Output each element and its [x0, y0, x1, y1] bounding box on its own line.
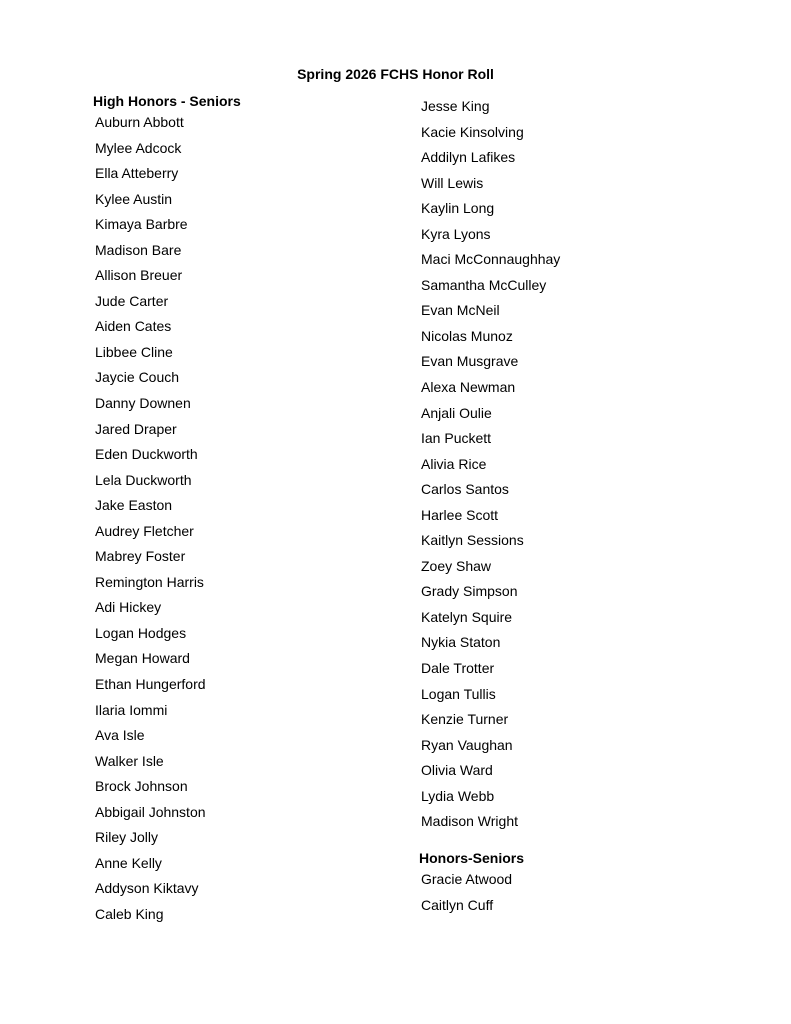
- list-item: Jaycie Couch: [95, 369, 180, 386]
- list-item: Abbigail Johnston: [95, 803, 206, 820]
- list-item: Kenzie Turner: [421, 711, 509, 728]
- list-item: Remington Harris: [95, 573, 204, 590]
- section-heading-honors-seniors: Honors-Seniors: [419, 850, 525, 866]
- high-honors-seniors-list-column-1: [95, 114, 206, 932]
- list-item: Alexa Newman: [421, 379, 516, 396]
- section-heading-high-honors-seniors: High Honors - Seniors: [93, 93, 241, 109]
- list-item: Nicolas Munoz: [421, 327, 513, 344]
- list-item: Brock Johnson: [95, 778, 188, 795]
- list-item: Audrey Fletcher: [95, 522, 194, 539]
- list-item: Alivia Rice: [421, 455, 487, 472]
- list-item: Kyra Lyons: [421, 225, 491, 242]
- list-item: Zoey Shaw: [421, 557, 492, 574]
- list-item: Ian Puckett: [421, 430, 492, 447]
- list-item: Ella Atteberry: [95, 165, 179, 182]
- list-item: Kimaya Barbre: [95, 216, 188, 233]
- list-item: Lydia Webb: [421, 787, 495, 804]
- list-item: Jake Easton: [95, 497, 173, 514]
- list-item: Lela Duckworth: [95, 471, 192, 488]
- list-item: Evan Musgrave: [421, 353, 519, 370]
- honors-seniors-list: [421, 871, 512, 922]
- list-item: Will Lewis: [421, 174, 484, 191]
- list-item: Jude Carter: [95, 292, 169, 309]
- list-item: Kaylin Long: [421, 200, 495, 217]
- list-item: Olivia Ward: [421, 762, 493, 779]
- list-item: Caitlyn Cuff: [421, 896, 494, 913]
- list-item: Anjali Oulie: [421, 404, 492, 421]
- list-item: Ryan Vaughan: [421, 736, 513, 753]
- list-item: Dale Trotter: [421, 660, 495, 677]
- list-item: Kaitlyn Sessions: [421, 532, 524, 549]
- list-item: Ilaria Iommi: [95, 701, 168, 718]
- high-honors-seniors-list-column-2: [421, 98, 560, 839]
- list-item: Allison Breuer: [95, 267, 183, 284]
- list-item: Ava Isle: [95, 727, 145, 744]
- list-item: Gracie Atwood: [421, 871, 513, 887]
- list-item: Katelyn Squire: [421, 608, 513, 625]
- list-item: Harlee Scott: [421, 506, 499, 523]
- list-item: Madison Bare: [95, 241, 182, 258]
- list-item: Libbee Cline: [95, 343, 173, 360]
- list-item: Logan Tullis: [421, 685, 496, 702]
- list-item: Jesse King: [421, 98, 490, 114]
- list-item: Eden Duckworth: [95, 446, 198, 463]
- list-item: Adi Hickey: [95, 599, 162, 616]
- list-item: Samantha McCulley: [421, 276, 547, 293]
- list-item: Danny Downen: [95, 395, 191, 412]
- list-item: Aiden Cates: [95, 318, 172, 335]
- list-item: Evan McNeil: [421, 302, 500, 319]
- list-item: Riley Jolly: [95, 829, 159, 846]
- list-item: Jared Draper: [95, 420, 177, 437]
- list-item: Maci McConnaughhay: [421, 251, 561, 268]
- list-item: Addilyn Lafikes: [421, 149, 516, 166]
- list-item: Walker Isle: [95, 752, 164, 769]
- list-item: Caleb King: [95, 905, 164, 922]
- list-item: Grady Simpson: [421, 583, 518, 600]
- list-item: Kacie Kinsolving: [421, 123, 524, 140]
- list-item: Anne Kelly: [95, 854, 162, 871]
- document-title: Spring 2026 FCHS Honor Roll: [297, 66, 494, 82]
- list-item: Carlos Santos: [421, 481, 509, 498]
- list-item: Madison Wright: [421, 813, 519, 830]
- list-item: Megan Howard: [95, 650, 190, 667]
- list-item: Mylee Adcock: [95, 139, 182, 156]
- list-item: Mabrey Foster: [95, 548, 186, 565]
- list-item: Logan Hodges: [95, 624, 187, 641]
- list-item: Addyson Kiktavy: [95, 880, 199, 897]
- list-item: Ethan Hungerford: [95, 676, 206, 693]
- list-item: Nykia Staton: [421, 634, 501, 651]
- list-item: Kylee Austin: [95, 190, 173, 207]
- list-item: Auburn Abbott: [95, 114, 184, 130]
